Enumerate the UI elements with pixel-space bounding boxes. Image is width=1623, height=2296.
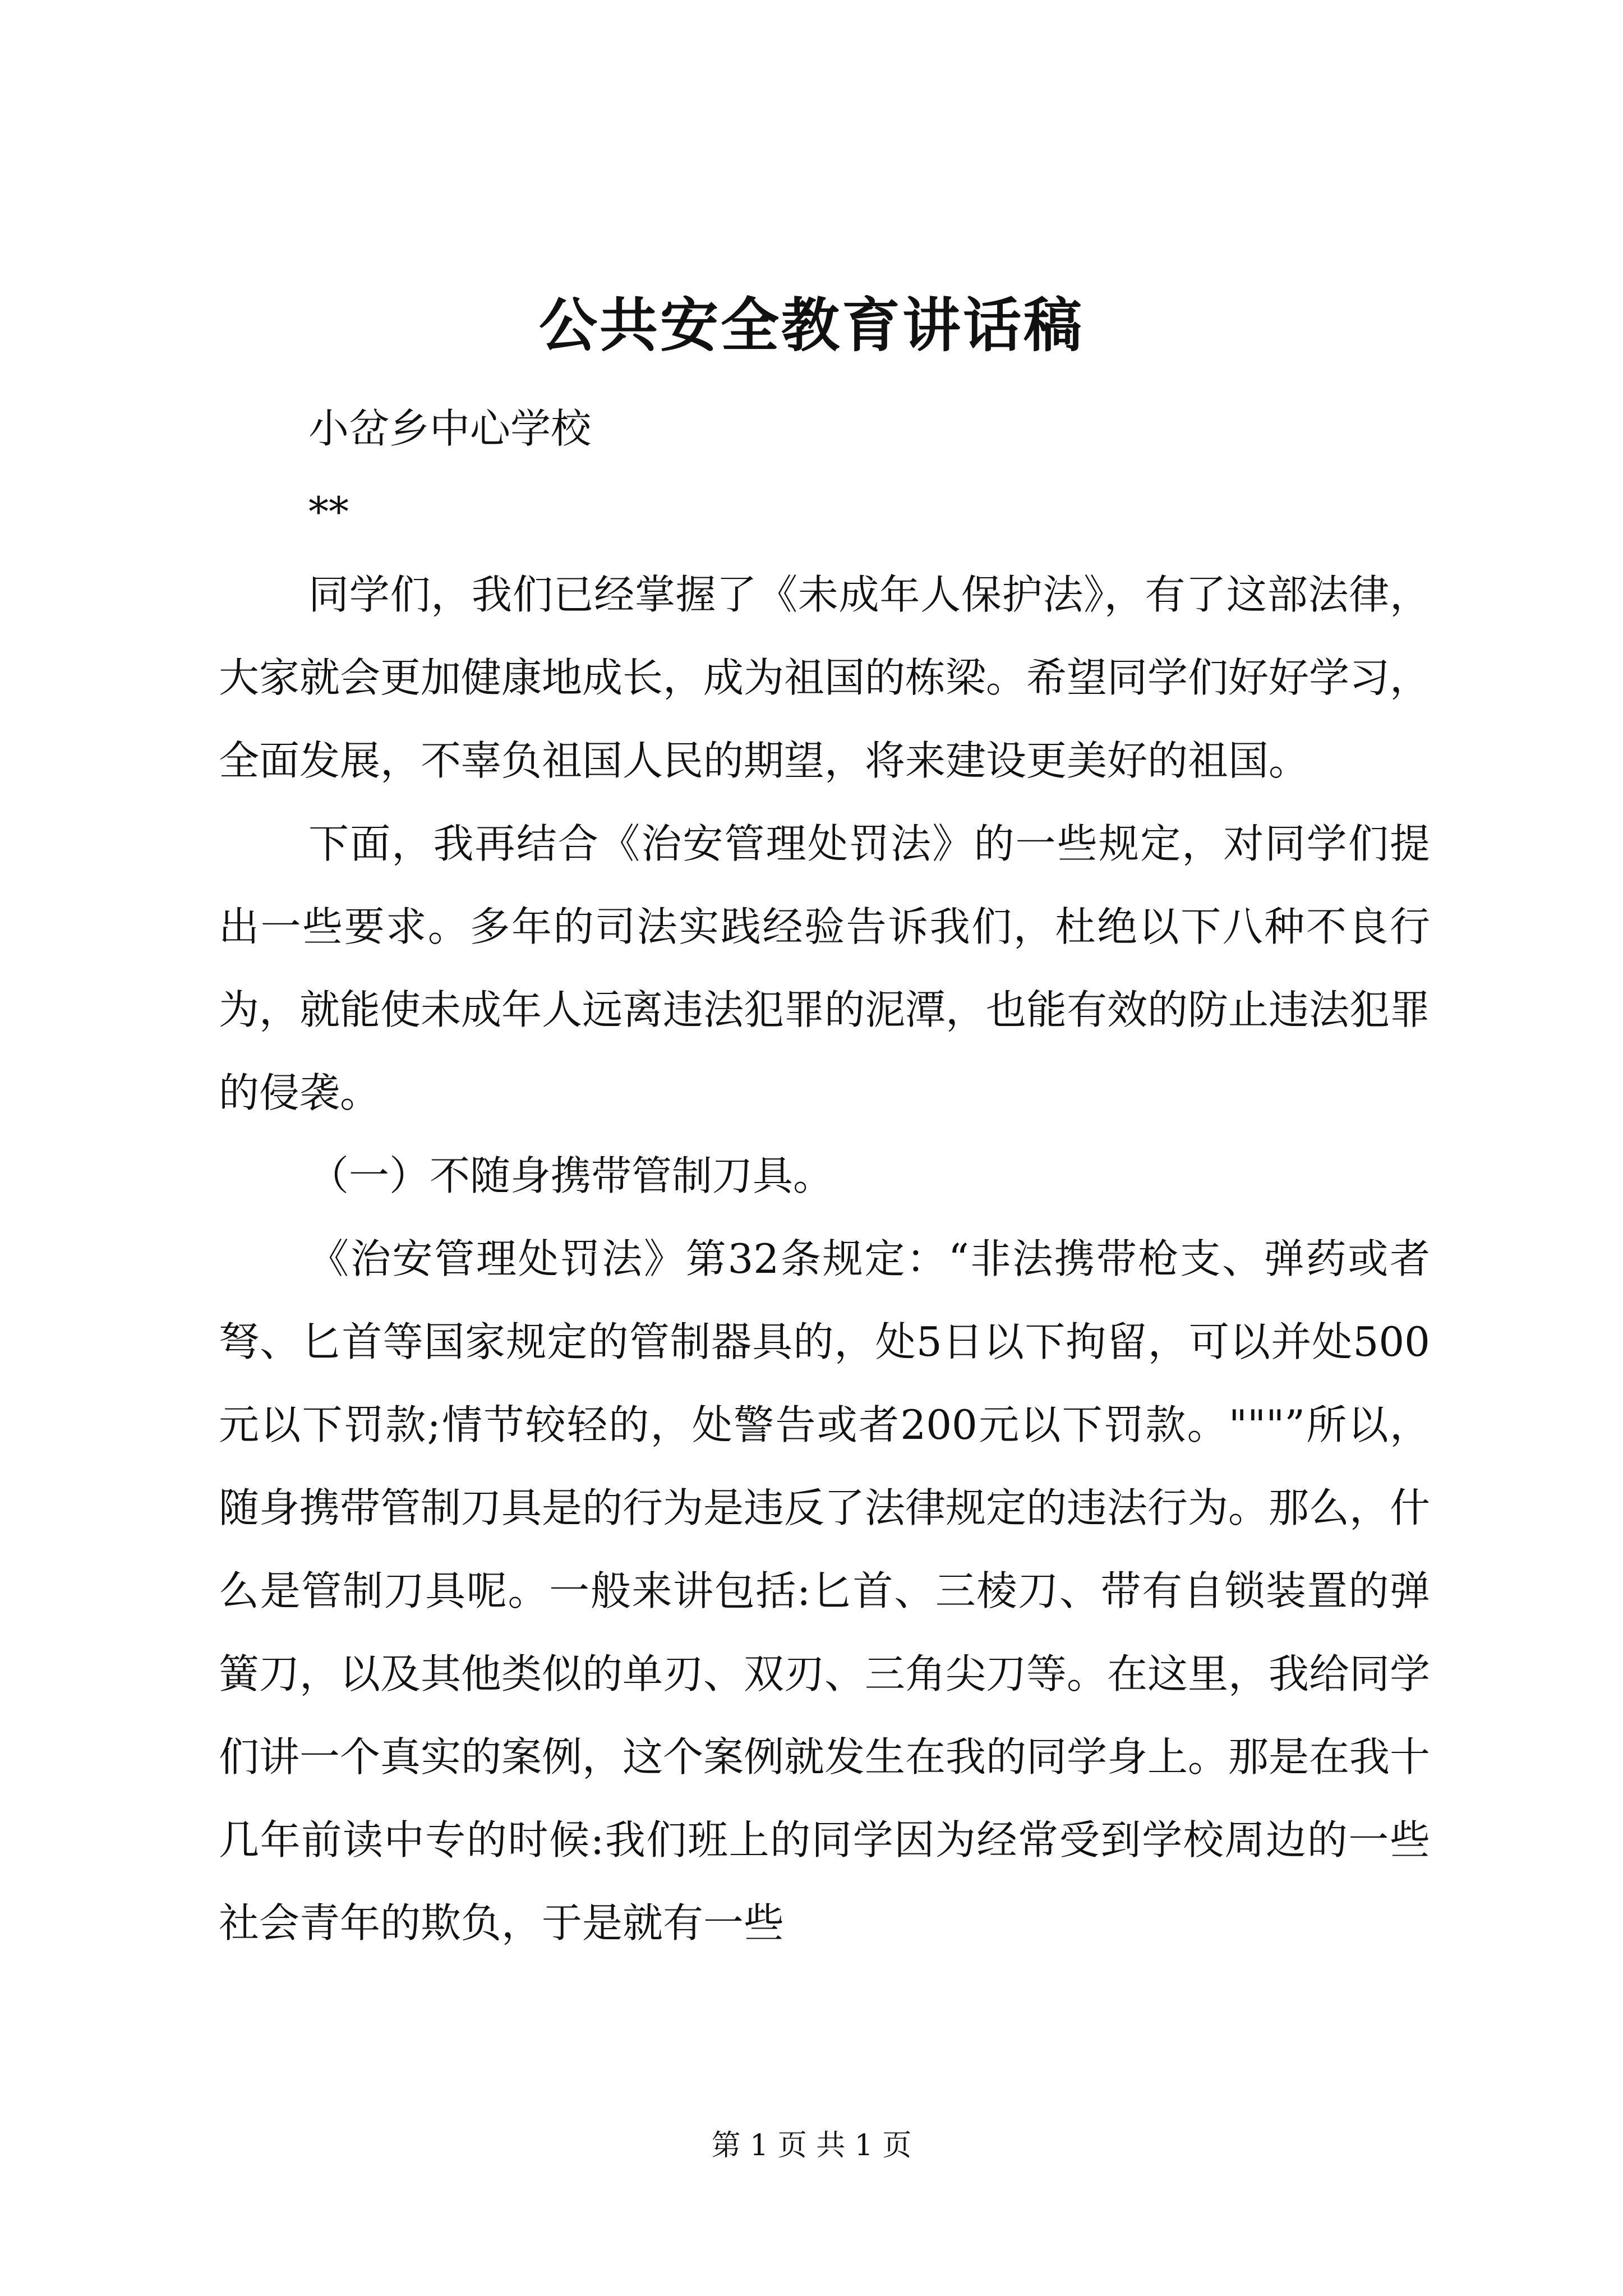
document-body bbox=[219, 387, 1430, 1964]
paragraph-3: 《治安管理处罚法》第32条规定：“非法携带枪支、弹药或者弩、匕首等国家规定的管制器具的，处5日以下拘留，可以并处500元以下罚款;情节较轻的，处警告或者200元以下罚款。"""”所以，随身携带管制刀具是的行为是违反了法律规定的违法行为。那么，什么是管制刀具呢。一般来讲包括:匕首、三棱刀、带有自锁装置的弹簧刀，以及其他类似的单刃、双刃、三角尖刀等。在这里，我给同学们讲一个真实的案例，这个案例就发生在我的同学身上。那是在我十几年前读中专的时候:我们班上的同学因为经常受到学校周边的一些社会青年的欺负，于是就有一些 bbox=[219, 1235, 1431, 1947]
author-name: ** bbox=[308, 488, 349, 535]
section-heading-1: （一）不随身携带管制刀具。 bbox=[308, 1152, 834, 1199]
school-name: 小岔乡中心学校 bbox=[308, 405, 592, 452]
paragraph-2: 下面，我再结合《治安管理处罚法》的一些规定，对同学们提出一些要求。多年的司法实践经验告诉我们，杜绝以下八种不良行为，就能使未成年人远离违法犯罪的泥潭，也能有效的防止违法犯罪的侵袭。 bbox=[219, 820, 1431, 1116]
page-number-footer: 第 1 页 共 1 页 bbox=[711, 2129, 912, 2162]
document-title: 公共安全教育讲话稿 bbox=[538, 291, 1084, 360]
paragraph-1: 同学们，我们已经掌握了《未成年人保护法》，有了这部法律，大家就会更加健康地成长，成为祖国的栋梁。希望同学们好好学习，全面发展，不辜负祖国人民的期望，将来建设更美好的祖国。 bbox=[219, 571, 1431, 784]
